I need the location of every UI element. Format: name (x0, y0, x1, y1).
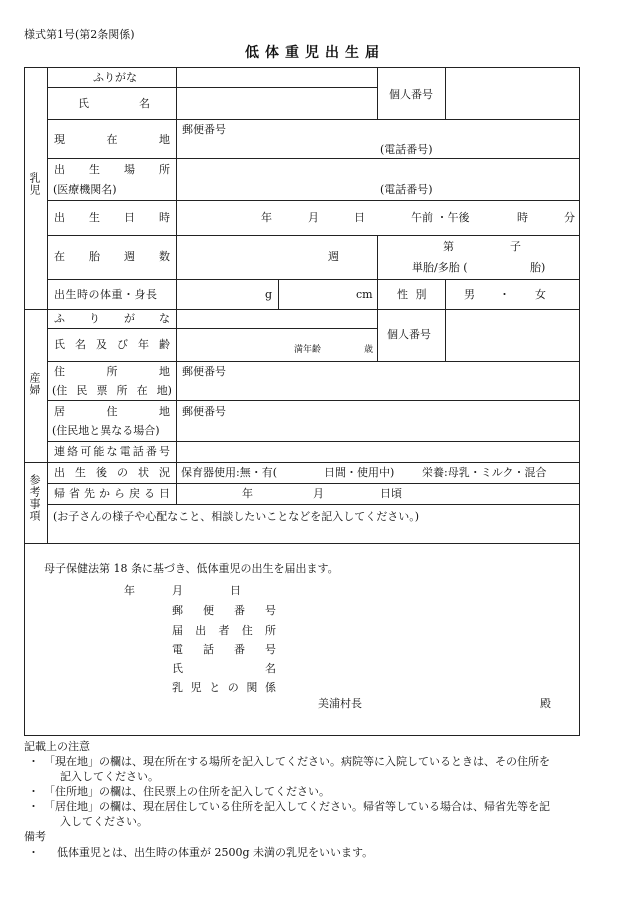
mother-residence-label: 居 住 地 (54, 405, 170, 418)
return-day-unit: 日頃 (380, 487, 402, 500)
mother-residence-postal-label: 郵便番号 (182, 405, 226, 418)
infant-address-label: 現 在 地 (54, 133, 170, 146)
after-birth-label: 出 生 後 の 状 況 (54, 466, 170, 479)
birthdate-minute-unit: 分 (564, 211, 575, 224)
age-unit: 歳 (364, 345, 374, 355)
mother-address-field[interactable] (178, 363, 578, 399)
sex-dot: ・ (499, 288, 510, 301)
birth-order-ko: 子 (510, 240, 521, 253)
birthdate-ampm[interactable]: 午前 ・午後 (411, 211, 470, 224)
note-1-line-1: 「現在地」の欄は、現在所在する場所を記入してください。病院等に入院しているときは、その住所を (44, 755, 550, 768)
infant-name-field[interactable] (178, 89, 375, 118)
infant-my-number-label: 個人番号 (389, 88, 433, 101)
page-title: 低体重児出生届 (245, 45, 385, 61)
mother-address-sub: (住 民 票 所 在 地) (52, 384, 172, 397)
infant-birthplace-sub: (医療機関名) (53, 183, 117, 196)
decl-day-unit: 日 (230, 584, 241, 597)
birthdate-year-unit: 年 (261, 211, 272, 224)
mother-name-age-label: 氏 名 及 び 年 齢 (54, 338, 170, 351)
mother-postal-label: 郵便番号 (182, 365, 226, 378)
infant-birthplace-field[interactable] (178, 160, 578, 199)
note-bullet-3: ・ (28, 800, 39, 813)
infant-birthplace-phone: (電話番号) (380, 183, 433, 196)
mother-my-number-field[interactable] (447, 311, 577, 360)
remarks-bullet: ・ (28, 846, 39, 859)
reference-note-field[interactable] (49, 506, 577, 542)
decl-name-label: 氏 名 (172, 662, 276, 675)
infant-furigana-field[interactable] (178, 69, 375, 86)
sex-label: 性 別 (397, 288, 429, 301)
infant-postal-label: 郵便番号 (182, 123, 226, 136)
note-2-line-1: 「住所地」の欄は、住民票上の住所を記入してください。 (44, 785, 330, 798)
infant-birthdate-label: 出 生 日 時 (54, 211, 170, 224)
note-bullet-1: ・ (28, 755, 39, 768)
decl-month-unit: 月 (172, 584, 183, 597)
sex-female[interactable]: 女 (535, 288, 546, 301)
return-date-label: 帰 省 先 か ら 戻 る 日 (54, 487, 170, 500)
honorific: 殿 (540, 697, 551, 710)
mother-name-field[interactable] (178, 330, 375, 360)
incubator-days-text: 日間・使用中) (324, 466, 395, 479)
infant-furigana-label: ふりがな (93, 71, 137, 84)
mother-phone-field[interactable] (178, 443, 578, 461)
remarks-item: 低体重児とは、出生時の体重が 2500g 未満の乳児をいいます。 (57, 846, 374, 859)
decl-address-label: 届 出 者 住 所 (172, 624, 276, 637)
decl-phone-label: 電 話 番 号 (172, 643, 276, 656)
note-3-line-1: 「居住地」の欄は、現在居住している住所を記入してください。帰省等している場合は、帰省先等を記 (44, 800, 550, 813)
section-reference: 参考事項 (28, 474, 41, 522)
form-number: 様式第1号(第2条関係) (24, 28, 135, 41)
nutrition-text[interactable]: 栄養:母乳・ミルク・混合 (422, 466, 547, 479)
return-year-unit: 年 (242, 487, 253, 500)
decl-relation-label: 乳 児 と の 関 係 (172, 681, 276, 694)
section-mother: 産婦 (28, 372, 41, 396)
mother-phone-label: 連 絡 可 能 な 電 話 番 号 (54, 445, 170, 458)
note-3-line-2: 入してください。 (60, 815, 148, 828)
addressee: 美浦村長 (318, 697, 362, 710)
infant-weight-label: 出生時の体重・身長 (54, 288, 158, 301)
age-prefix: 満年齢 (294, 345, 322, 355)
infant-my-number-field[interactable] (447, 69, 577, 118)
weight-unit: g (265, 288, 273, 301)
declaration-statement: 母子保健法第 18 条に基づき、低体重児の出生を届出ます。 (44, 562, 339, 575)
infant-phone-label: (電話番号) (380, 143, 433, 156)
mother-residence-sub: (住民地と異なる場合) (52, 424, 160, 437)
mother-residence-field[interactable] (178, 402, 578, 440)
section-infant: 乳児 (28, 172, 41, 196)
decl-year-unit: 年 (124, 584, 135, 597)
multiple-birth-unit: 胎) (530, 261, 546, 274)
height-unit: cm (356, 288, 373, 301)
infant-birthplace-label: 出 生 場 所 (54, 163, 170, 176)
reference-note: (お子さんの様子や心配なこと、相談したいことなどを記入してください。) (53, 510, 420, 523)
incubator-text[interactable]: 保育器使用:無・有( (181, 466, 277, 479)
note-bullet-2: ・ (28, 785, 39, 798)
birthdate-hour-unit: 時 (517, 211, 528, 224)
infant-address-field[interactable] (178, 121, 578, 157)
mother-address-label: 住 所 地 (54, 365, 170, 378)
notes-heading: 記載上の注意 (24, 740, 90, 753)
gestation-week-unit: 週 (328, 250, 339, 263)
decl-postal-label: 郵 便 番 号 (172, 604, 276, 617)
remarks-heading: 備考 (24, 830, 46, 843)
mother-furigana-label: ふ り が な (54, 312, 170, 325)
sex-male[interactable]: 男 (464, 288, 475, 301)
birthdate-month-unit: 月 (308, 211, 319, 224)
birthdate-day-unit: 日 (354, 211, 365, 224)
multiple-birth-label: 単胎/多胎 ( (412, 261, 468, 274)
infant-gestation-label: 在 胎 週 数 (54, 250, 170, 263)
return-month-unit: 月 (313, 487, 324, 500)
mother-my-number-label: 個人番号 (387, 328, 431, 341)
infant-name-label: 氏 名 (78, 97, 150, 110)
mother-furigana-field[interactable] (178, 311, 375, 327)
note-1-line-2: 記入してください。 (60, 770, 159, 783)
birth-order-dai: 第 (443, 240, 454, 253)
